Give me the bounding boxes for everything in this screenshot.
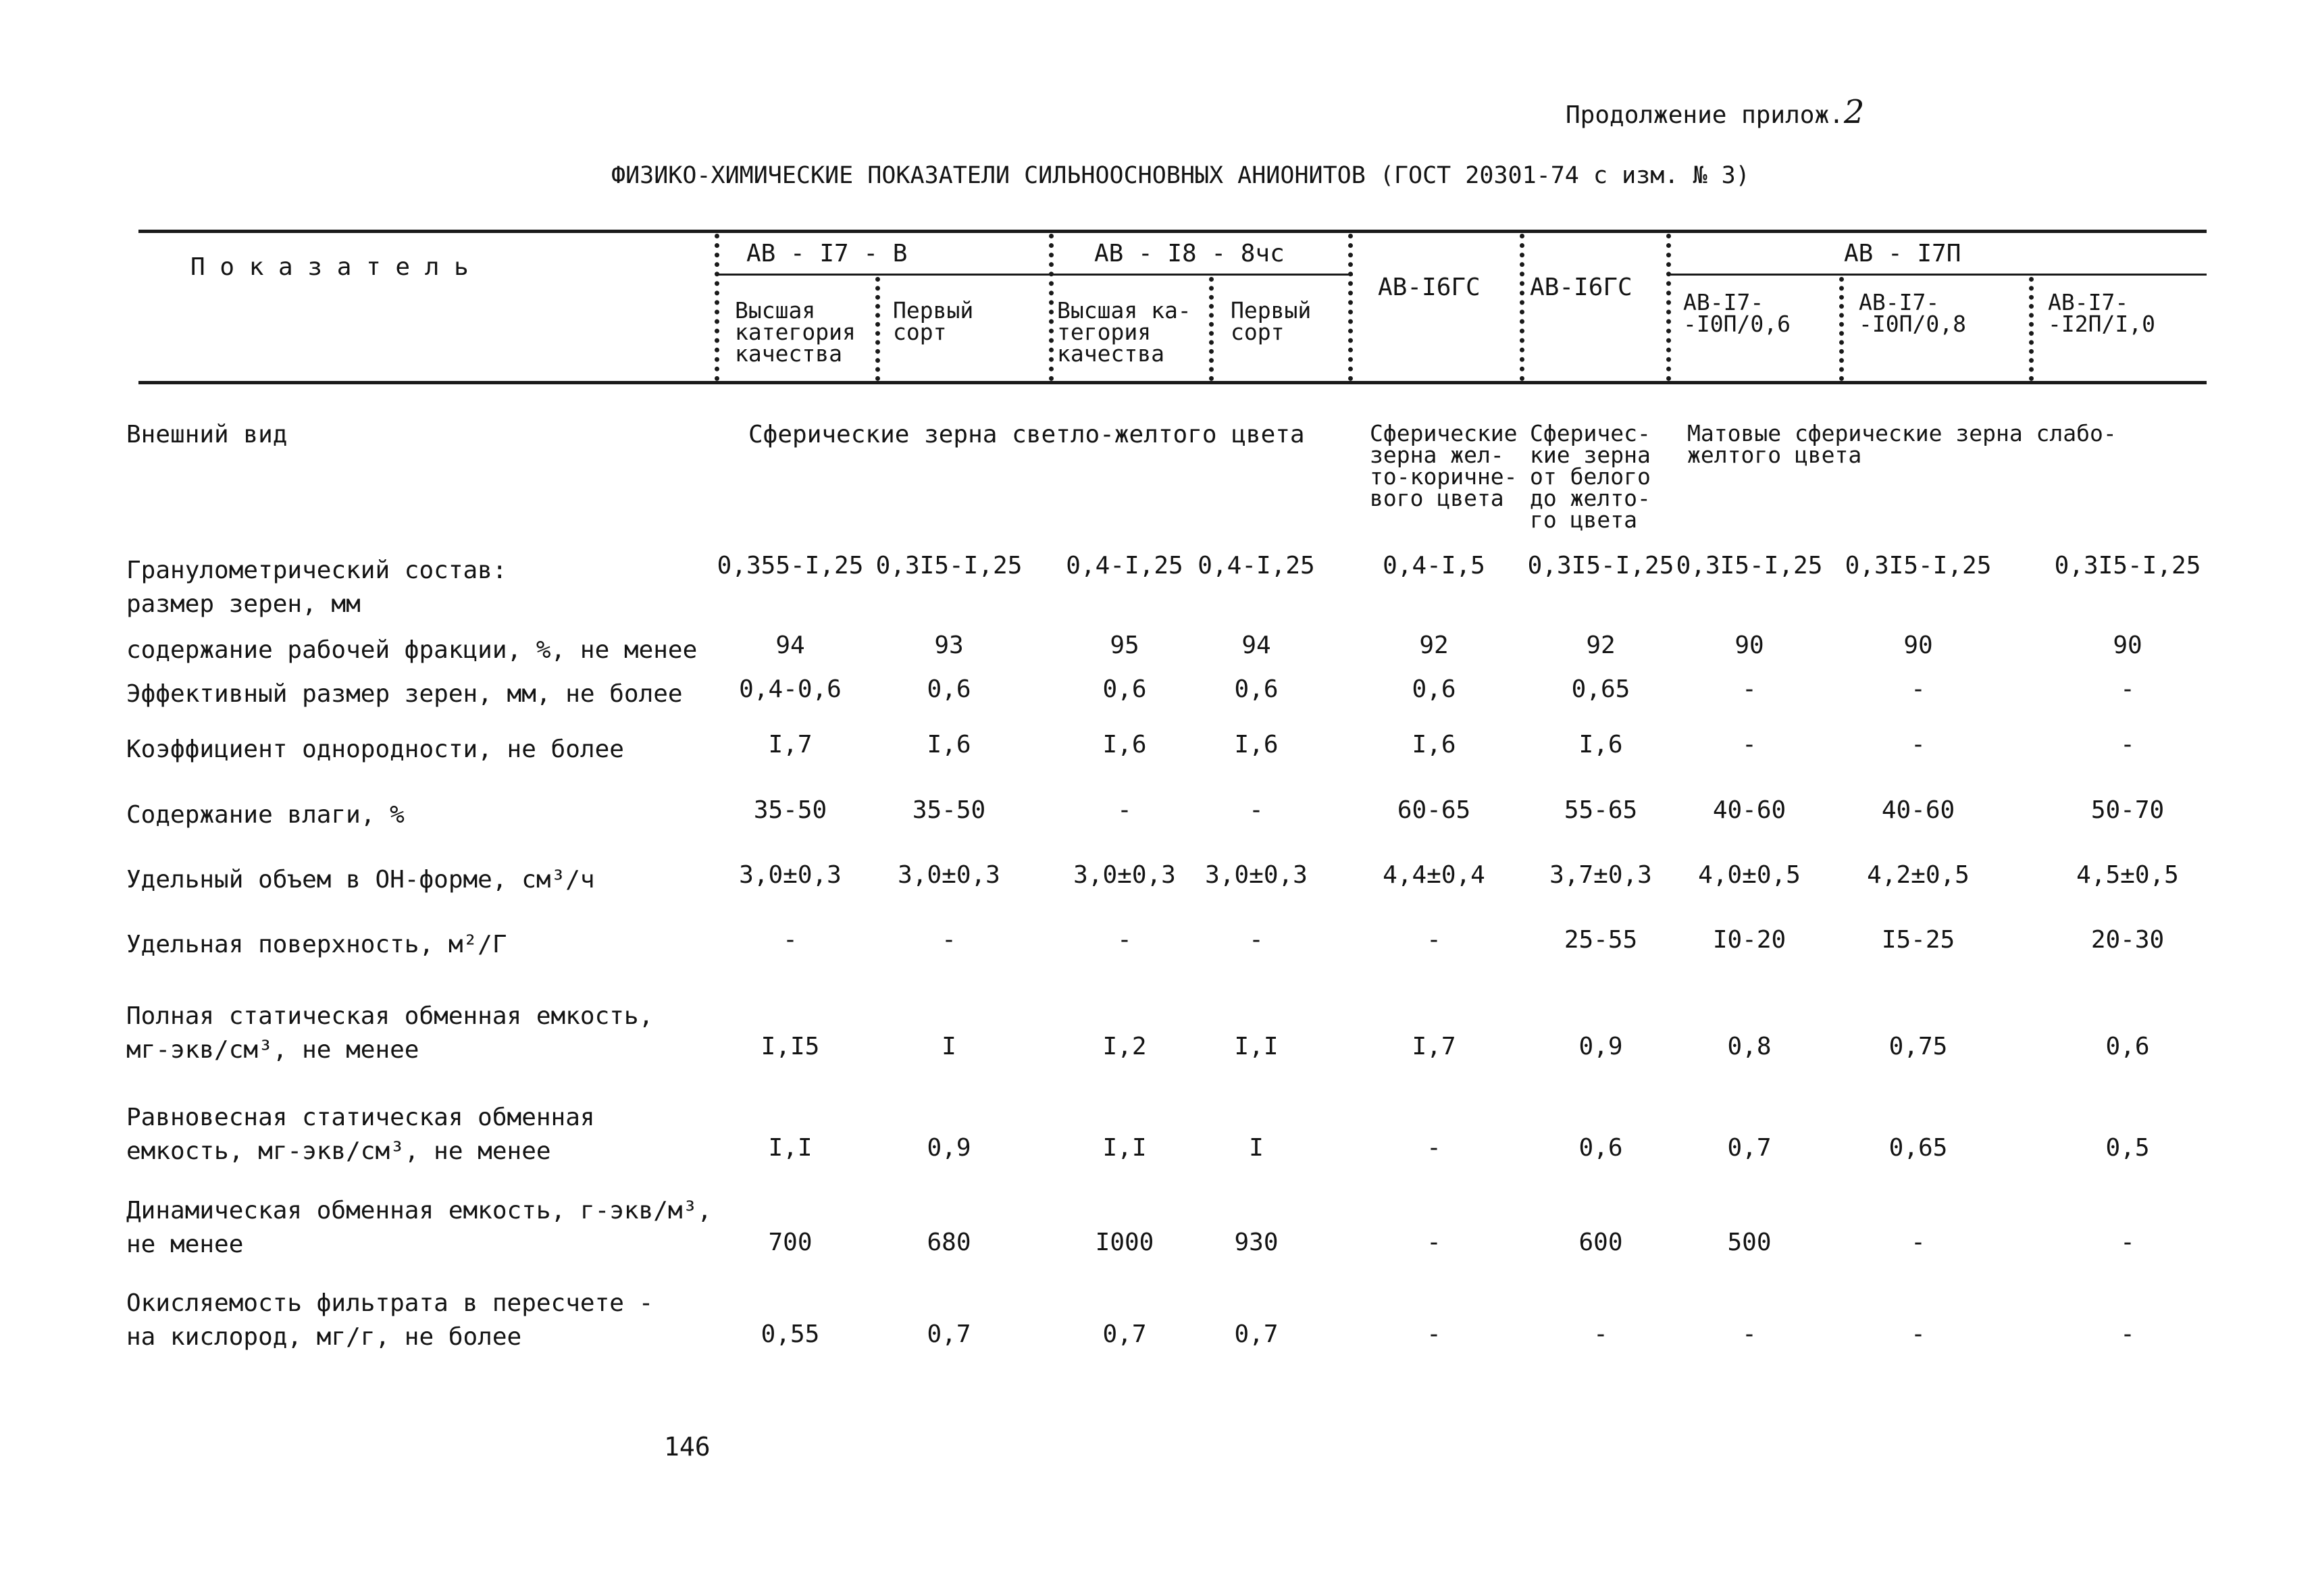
table-cell: 3,0±0,3 (898, 861, 1000, 889)
table-cell: 93 (934, 632, 964, 659)
table-cell: 0,7 (927, 1320, 971, 1348)
table-cell: 25-55 (1564, 926, 1638, 954)
group-subrule (716, 274, 1353, 276)
table-cell: 0,7 (1727, 1134, 1772, 1162)
document-title: ФИЗИКО-ХИМИЧЕСКИЕ ПОКАЗАТЕЛИ СИЛЬНООСНОВНЫХ АНИОНИТОВ (ГОСТ 20301-74 с изм. № 3) (611, 162, 1750, 189)
header-col-2: Первый сорт (893, 297, 974, 345)
header-col-5: АВ-I6ГС (1378, 274, 1481, 301)
table-cell: 3,0±0,3 (739, 861, 842, 889)
table-cell: 0,6 (2105, 1033, 2150, 1060)
header-col-6: АВ-I6ГС (1530, 274, 1632, 301)
table-cell: - (1911, 675, 1926, 703)
col-divider (1520, 234, 1524, 381)
col-divider (1209, 277, 1214, 381)
table-cell: I0-20 (1712, 926, 1786, 954)
table-top-rule (138, 230, 2207, 233)
table-cell: - (1742, 731, 1757, 758)
table-cell: I,6 (927, 731, 971, 758)
table-cell: 94 (775, 632, 805, 659)
header-col-4: Первый сорт (1231, 297, 1312, 345)
table-cell: 680 (927, 1229, 971, 1256)
table-cell: 3,0±0,3 (1205, 861, 1308, 889)
table-cell: 930 (1234, 1229, 1279, 1256)
header-col-8: АВ-I7- -I0П/0,8 (1859, 289, 1966, 337)
table-cell: 4,0±0,5 (1698, 861, 1801, 889)
table-cell: 0,355-I,25 (717, 552, 864, 580)
table-cell: 0,8 (1727, 1033, 1772, 1060)
table-cell: 3,7±0,3 (1549, 861, 1652, 889)
row-label: Содержание влаги, % (126, 801, 405, 829)
table-cell: - (1911, 1320, 1926, 1348)
table-cell: - (2120, 1229, 2135, 1256)
col-divider (1666, 234, 1671, 381)
table-cell: I,6 (1412, 731, 1456, 758)
table-cell: 0,3I5-I,25 (1845, 552, 1992, 580)
row-label: содержание рабочей фракции, %, не менее (126, 636, 698, 664)
row-label: Удельный объем в ОН-форме, см³/ч (126, 866, 595, 894)
header-col-7: АВ-I7- -I0П/0,6 (1683, 289, 1791, 337)
table-cell: - (1426, 1134, 1441, 1162)
table-cell: 60-65 (1397, 796, 1471, 824)
table-cell: 0,65 (1571, 675, 1630, 703)
table-cell: 0,4-I,25 (1198, 552, 1315, 580)
header-col-1: Высшая категория качества (735, 297, 856, 367)
table-cell: I,6 (1234, 731, 1279, 758)
table-cell: 0,3I5-I,25 (875, 552, 1023, 580)
table-cell: - (1426, 1229, 1441, 1256)
row-label: Коэффициент однородности, не более (126, 736, 624, 763)
table-cell: 0,4-0,6 (739, 675, 842, 703)
table-cell: I5-25 (1881, 926, 1955, 954)
continuation-text: Продолжение прилож. (1566, 101, 1844, 129)
table-cell: 40-60 (1712, 796, 1786, 824)
row-label: Равновесная статическая обменная емкость, мг-экв/см³, не менее (126, 1104, 595, 1165)
table-cell: 0,6 (927, 675, 971, 703)
table-cell: 0,3I5-I,25 (1527, 552, 1674, 580)
table-cell: 40-60 (1881, 796, 1955, 824)
table-cell: - (1742, 1320, 1757, 1348)
table-cell: - (1117, 926, 1132, 954)
table-cell: 92 (1419, 632, 1449, 659)
appearance-value-av16gs-2: Сферичес- кие зерна от белого до желто- го цвета (1530, 420, 1651, 533)
table-cell: 92 (1586, 632, 1616, 659)
table-cell: 55-65 (1564, 796, 1638, 824)
table-cell: 4,2±0,5 (1867, 861, 1970, 889)
header-group-av17p: АВ - I7П (1844, 240, 1961, 267)
table-cell: 90 (2113, 632, 2142, 659)
page-number: 146 (664, 1432, 711, 1462)
table-cell: 700 (768, 1229, 813, 1256)
header-col-3: Высшая ка- тегория качества (1057, 297, 1191, 367)
group-subrule-av17p (1668, 274, 2207, 276)
table-cell: 94 (1241, 632, 1271, 659)
table-cell: 0,3I5-I,25 (1676, 552, 1823, 580)
table-cell: I,7 (768, 731, 813, 758)
table-cell: 0,6 (1578, 1134, 1623, 1162)
table-cell: 600 (1578, 1229, 1623, 1256)
appearance-value-av16gs-1: Сферические зерна жел- то-коричне- вого цвета (1370, 420, 1518, 511)
table-cell: I,6 (1578, 731, 1623, 758)
table-cell: 0,4-I,5 (1383, 552, 1485, 580)
header-group-av17v: АВ - I7 - В (746, 240, 908, 267)
table-cell: 0,75 (1888, 1033, 1948, 1060)
row-label: Эффективный размер зерен, мм, не более (126, 680, 683, 708)
table-cell: I,I (768, 1134, 813, 1162)
table-cell: 0,6 (1102, 675, 1147, 703)
table-cell: 500 (1727, 1229, 1772, 1256)
header-group-av18: АВ - I8 - 8чс (1094, 240, 1285, 267)
table-cell: - (2120, 1320, 2135, 1348)
col-divider (1839, 277, 1844, 381)
table-cell: 0,3I5-I,25 (2054, 552, 2201, 580)
table-cell: - (1911, 731, 1926, 758)
row-label: Динамическая обменная емкость, г-экв/м³, не менее (126, 1197, 712, 1258)
table-cell: - (1249, 796, 1264, 824)
table-cell: - (1742, 675, 1757, 703)
col-divider (1348, 234, 1353, 381)
table-cell: 20-30 (2090, 926, 2165, 954)
table-cell: 0,5 (2105, 1134, 2150, 1162)
header-indicator: П о к а з а т е л ь (190, 253, 469, 281)
table-cell: I (942, 1033, 956, 1060)
table-cell: 0,65 (1888, 1134, 1948, 1162)
col-divider (1049, 234, 1054, 381)
table-cell: I000 (1095, 1229, 1154, 1256)
table-cell: - (783, 926, 798, 954)
table-cell: 0,6 (1234, 675, 1279, 703)
col-divider (715, 234, 719, 381)
table-cell: - (1249, 926, 1264, 954)
table-cell: - (1426, 926, 1441, 954)
table-cell: 4,5±0,5 (2076, 861, 2179, 889)
col-divider (875, 277, 880, 381)
row-label-appearance: Внешний вид (126, 421, 288, 448)
row-label: Удельная поверхность, м²/Г (126, 931, 507, 958)
table-cell: I,I (1102, 1134, 1147, 1162)
header-bottom-rule (138, 381, 2207, 384)
row-label: Гранулометрический состав: размер зерен, мм (126, 557, 507, 618)
table-cell: I,I (1234, 1033, 1279, 1060)
appearance-value-av17p: Матовые сферические зерна слабо- желтого цвета (1687, 420, 2117, 468)
table-cell: 35-50 (753, 796, 827, 824)
table-cell: I,6 (1102, 731, 1147, 758)
table-cell: 95 (1110, 632, 1139, 659)
table-cell: I (1249, 1134, 1264, 1162)
table-cell: 0,7 (1234, 1320, 1279, 1348)
table-cell: - (1911, 1229, 1926, 1256)
table-cell: - (942, 926, 956, 954)
table-cell: 0,9 (1578, 1033, 1623, 1060)
table-cell: 0,9 (927, 1134, 971, 1162)
table-cell: - (1426, 1320, 1441, 1348)
table-cell: 4,4±0,4 (1383, 861, 1485, 889)
header-col-9: АВ-I7- -I2П/I,0 (2048, 289, 2155, 337)
table-cell: 0,4-I,25 (1066, 552, 1183, 580)
row-label: Полная статическая обменная емкость, мг-экв/см³, не менее (126, 1002, 654, 1064)
row-label: Окисляемость фильтрата в пересчете - на кислород, мг/г, не более (126, 1289, 654, 1351)
table-cell: - (1593, 1320, 1608, 1348)
table-cell: I,I5 (761, 1033, 820, 1060)
table-cell: 90 (1734, 632, 1764, 659)
table-cell: I,7 (1412, 1033, 1456, 1060)
table-cell: 3,0±0,3 (1073, 861, 1176, 889)
table-cell: 0,7 (1102, 1320, 1147, 1348)
table-cell: I,2 (1102, 1033, 1147, 1060)
table-cell: 90 (1903, 632, 1933, 659)
table-cell: 0,55 (761, 1320, 820, 1348)
table-cell: - (2120, 675, 2135, 703)
table-cell: - (1117, 796, 1132, 824)
table-cell: 35-50 (912, 796, 986, 824)
table-cell: 50-70 (2090, 796, 2165, 824)
table-cell: 0,6 (1412, 675, 1456, 703)
table-cell: - (2120, 731, 2135, 758)
appearance-value-av17-av18: Сферические зерна светло-желтого цвета (748, 421, 1305, 448)
continuation-number: 2 (1843, 93, 1865, 131)
col-divider (2029, 277, 2034, 381)
continuation-note (1566, 93, 1864, 131)
